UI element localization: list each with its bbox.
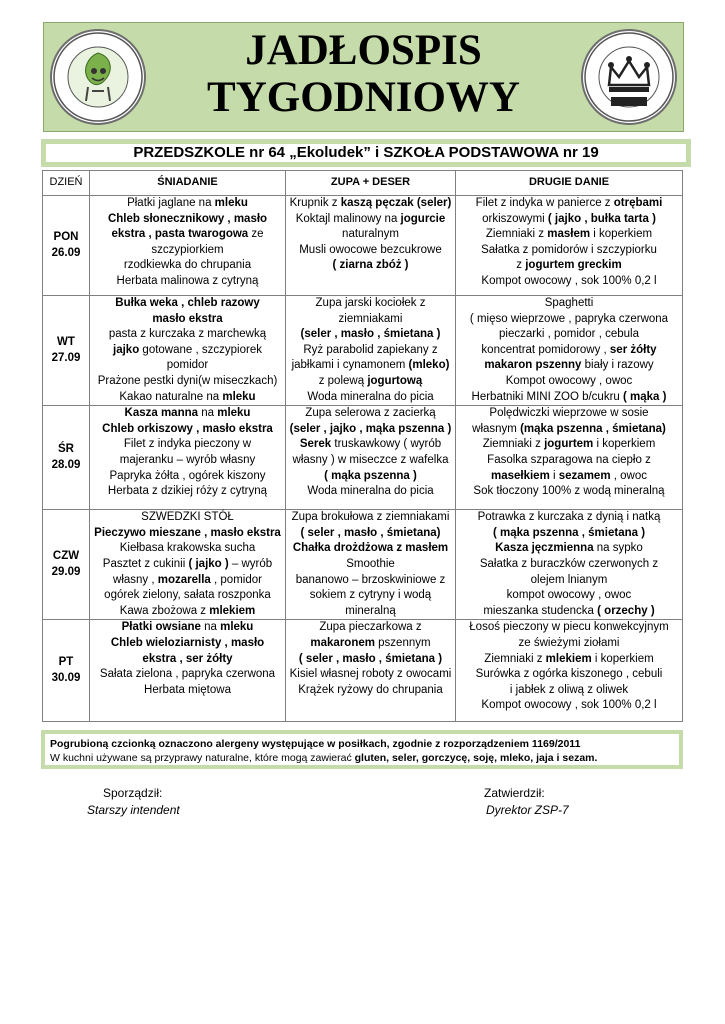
table-header-row <box>43 171 683 196</box>
menu-text: Herbata z dzikiej róży z cytryną <box>107 485 268 498</box>
menu-text: bananowo – brzoskwiniowe z <box>295 573 446 586</box>
menu-line <box>458 343 680 359</box>
menu-text: Sałatka z pomidorów i szczypiorku <box>481 243 657 256</box>
allergen-text: jogurcie <box>400 212 446 225</box>
menu-text: Krupnik z <box>289 197 341 209</box>
menu-text: ogórek zielony, sałata roszponka <box>104 589 271 602</box>
menu-text: gotowane , szczypiorek <box>139 343 262 356</box>
menu-line <box>288 358 453 374</box>
menu-text: Herbata malinowa z cytryną <box>116 274 259 287</box>
allergen-text: masełkiem <box>490 469 550 482</box>
allergen-text: ser żółty <box>609 343 657 356</box>
menu-line <box>458 358 680 374</box>
menu-text: – wyrób <box>228 557 273 570</box>
menu-text: Pasztet z cukinii <box>102 557 189 570</box>
menu-text: Sałatka z buraczków czerwonych z <box>479 557 659 570</box>
menu-line <box>288 620 453 636</box>
col-header-day: DZIEŃ <box>43 171 90 196</box>
menu-line <box>288 667 453 683</box>
menu-line <box>458 588 680 604</box>
allergen-text: (seler , jajko , mąka pszenna ) <box>289 422 452 435</box>
allergen-text: mozarella <box>157 573 211 586</box>
menu-text: koncentrat pomidorowy , <box>481 343 610 356</box>
menu-line <box>288 636 453 652</box>
menu-line <box>288 437 453 453</box>
breakfast-cell <box>90 510 286 620</box>
prepared-label: Sporządził: <box>103 786 163 800</box>
allergen-text: (seler , masło , śmietana ) <box>300 328 441 341</box>
approved-label: Zatwierdził: <box>484 786 545 800</box>
menu-text: Fasolka szparagowa na ciepło z <box>487 453 651 466</box>
breakfast-cell <box>90 296 286 406</box>
menu-line <box>458 683 680 699</box>
menu-line <box>288 312 453 328</box>
menu-text: własnym <box>472 422 521 435</box>
menu-line <box>458 667 680 683</box>
menu-text: ze świeżymi ziołami <box>518 636 620 649</box>
menu-line <box>92 620 283 636</box>
allergen-text: Bułka weka , chleb razowy <box>115 297 260 309</box>
menu-line <box>458 557 680 573</box>
day-cell <box>43 296 90 406</box>
menu-text: Woda mineralna do picia <box>307 390 434 403</box>
allergen-text: mleku <box>214 197 248 209</box>
allergen-text: otrębami <box>613 197 663 209</box>
allergen-text: ( orzechy ) <box>597 604 655 617</box>
menu-line <box>458 510 680 526</box>
menu-text: biały i razowy <box>581 359 654 372</box>
allergen-note: Pogrubioną czcionką oznaczono alergeny występujące w posiłkach, zgodnie z rozporządzeniem 1169/2011 <box>50 738 581 750</box>
allergen-text: ( mąka ) <box>623 390 667 403</box>
menu-text: Kisiel własnej roboty z owocami <box>289 668 452 681</box>
allergen-text: ekstra , ser żółty <box>142 652 233 665</box>
allergen-text: Chleb wieloziarnisty , masło <box>110 636 265 649</box>
menu-line <box>92 510 283 526</box>
menu-text: Kakao naturalne na <box>119 390 223 403</box>
menu-text: i jabłek z oliwą z oliwek <box>509 683 629 696</box>
menu-text: naturalnym <box>342 228 399 241</box>
menu-line <box>288 258 453 274</box>
menu-line <box>288 510 453 526</box>
menu-text: Surówka z ogórka kiszonego , cebuli <box>475 668 663 681</box>
allergen-text: ( ziarna zbóż ) <box>332 259 409 272</box>
menu-line <box>92 526 283 542</box>
menu-line <box>92 258 283 274</box>
menu-line <box>458 227 680 243</box>
allergen-text: Płatki owsiane <box>121 621 201 634</box>
menu-line <box>458 212 680 228</box>
breakfast-cell <box>90 196 286 296</box>
menu-line <box>92 327 283 343</box>
menu-line <box>288 453 453 469</box>
breakfast-cell <box>90 620 286 722</box>
menu-row <box>43 620 683 722</box>
allergen-text: mlekiem <box>209 604 256 617</box>
menu-line <box>458 604 680 620</box>
allergen-text: makaron pszenny <box>484 359 582 372</box>
menu-text: pieczarki , pomidor , cebula <box>499 328 639 341</box>
menu-text: Kawa zbożowa z <box>119 604 210 617</box>
menu-text: na sypko <box>593 542 643 555</box>
menu-line <box>92 274 283 290</box>
allergen-text: (mąka pszenna , śmietana) <box>520 422 666 435</box>
menu-line <box>288 604 453 620</box>
menu-line <box>288 296 453 312</box>
menu-line <box>288 196 453 212</box>
menu-line <box>458 526 680 542</box>
second-cell <box>456 196 683 296</box>
menu-text: Sałata zielona , papryka czerwona <box>99 668 276 681</box>
menu-text: pasta z kurczaka z marchewką <box>108 328 267 341</box>
approved-by: Dyrektor ZSP-7 <box>486 803 569 817</box>
menu-text: rzodkiewka do chrupania <box>123 259 252 272</box>
menu-line <box>458 390 680 406</box>
school-logo <box>581 29 677 125</box>
menu-text: Ryż parabolid zapiekany z <box>303 343 438 356</box>
allergen-text: jogurtową <box>367 374 423 387</box>
menu-text: Sok tłoczony 100% z wodą mineralną <box>473 485 665 498</box>
menu-text: Herbata miętowa <box>144 683 231 696</box>
allergen-text: ( seler , masło , śmietana ) <box>298 652 443 665</box>
day-date: 28.09 <box>51 458 81 471</box>
allergen-text: mleku <box>217 407 251 420</box>
second-cell <box>456 406 683 510</box>
menu-line <box>458 541 680 557</box>
menu-text: i koperkiem <box>590 228 653 241</box>
menu-line <box>92 296 283 312</box>
menu-text: ze <box>248 228 264 241</box>
menu-line <box>458 698 680 714</box>
menu-line <box>288 652 453 668</box>
second-cell <box>456 296 683 406</box>
day-cell <box>43 196 90 296</box>
menu-text: i koperkiem <box>593 438 656 451</box>
menu-line <box>458 312 680 328</box>
menu-line <box>288 526 453 542</box>
menu-line <box>288 557 453 573</box>
allergen-text: mleku <box>222 390 256 403</box>
menu-text: na <box>200 621 221 634</box>
day-cell <box>43 406 90 510</box>
menu-line <box>92 484 283 500</box>
menu-line <box>92 604 283 620</box>
menu-line <box>92 358 283 374</box>
menu-text: pszennym <box>374 636 431 649</box>
menu-row <box>43 510 683 620</box>
menu-text: kompot owocowy , owoc <box>506 589 632 602</box>
menu-line <box>288 243 453 259</box>
col-header-breakfast: ŚNIADANIE <box>90 171 286 196</box>
title-line-1: JADŁOSPIS <box>245 27 482 74</box>
menu-text: mieszanka studencka <box>483 604 598 617</box>
menu-text: Prażone pestki dyni(w miseczkach) <box>97 374 278 387</box>
menu-line <box>92 557 283 573</box>
menu-line <box>92 406 283 422</box>
prepared-by-block <box>87 785 180 819</box>
allergen-text: jogurtem <box>544 438 594 451</box>
menu-text: Zupa pieczarkowa z <box>319 621 422 634</box>
menu-line <box>92 683 283 699</box>
menu-text: szczypiorkiem <box>151 243 224 256</box>
menu-text: Smoothie <box>346 557 395 570</box>
menu-line <box>92 541 283 557</box>
day-date: 27.09 <box>51 351 81 364</box>
menu-line <box>92 312 283 328</box>
menu-text: Spaghetti <box>544 297 594 309</box>
menu-text: truskawkowy ( wyrób <box>331 438 442 451</box>
allergen-text: kaszą pęczak (seler) <box>340 197 452 209</box>
menu-line <box>288 469 453 485</box>
soup-cell <box>286 296 456 406</box>
menu-text: Koktajl malinowy na <box>295 212 401 225</box>
menu-line <box>458 469 680 485</box>
menu-text: i <box>549 469 559 482</box>
menu-line <box>92 437 283 453</box>
menu-line <box>458 453 680 469</box>
prepared-by: Starszy intendent <box>87 803 180 817</box>
menu-line <box>288 422 453 438</box>
menu-line <box>92 343 283 359</box>
allergen-text: Kasza jęczmienna <box>495 542 594 555</box>
soup-cell <box>286 196 456 296</box>
menu-text: Płatki jaglane na <box>127 197 215 209</box>
menu-line <box>458 374 680 390</box>
allergen-text: ekstra , pasta twarogowa <box>111 228 249 241</box>
menu-text: Kompot owocowy , sok 100% 0,2 l <box>481 699 657 712</box>
menu-line <box>92 196 283 212</box>
menu-line <box>92 573 283 589</box>
menu-text: orkiszowymi <box>482 212 548 225</box>
day-name: CZW <box>52 550 80 563</box>
day-name: PT <box>58 656 74 669</box>
menu-text: , pomidor <box>210 573 262 586</box>
menu-line <box>458 573 680 589</box>
menu-line <box>458 327 680 343</box>
menu-line <box>288 588 453 604</box>
day-cell <box>43 510 90 620</box>
menu-line <box>458 620 680 636</box>
menu-text: Ziemniaki z <box>484 652 546 665</box>
menu-text: Ziemniaki z <box>485 228 548 241</box>
menu-text: Polędwiczki wieprzowe w sosie <box>489 407 649 420</box>
menu-line <box>92 243 283 259</box>
menu-text: Zupa brokułowa z ziemniakami <box>291 511 450 524</box>
institution-subtitle: PRZEDSZKOLE nr 64 „Ekoludek” i SZKOŁA PODSTAWOWA nr 19 <box>41 139 691 167</box>
menu-text: Łosoś pieczony w piecu konwekcyjnym <box>469 621 669 634</box>
menu-line <box>288 406 453 422</box>
second-cell <box>456 510 683 620</box>
menu-text: Papryka żółta , ogórek kiszony <box>109 469 266 482</box>
menu-line <box>92 453 283 469</box>
allergen-text: (mleko) <box>408 359 450 372</box>
allergen-text: mleku <box>220 621 254 634</box>
menu-text: ziemniakami <box>338 312 403 325</box>
menu-text: z <box>516 259 526 272</box>
menu-text: mineralną <box>345 604 396 617</box>
day-name: WT <box>57 335 75 348</box>
menu-line <box>458 437 680 453</box>
menu-text: olejem lnianym <box>530 573 608 586</box>
spices-note-allergens: gluten, seler, gorczycę, soję, mleko, jaja i sezam. <box>354 752 598 764</box>
day-name: ŚR <box>58 443 74 456</box>
menu-line <box>92 588 283 604</box>
allergen-text: Chleb orkiszowy , masło ekstra <box>102 422 273 435</box>
menu-text: Zupa jarski kociołek z <box>315 297 426 309</box>
allergen-text: ( seler , masło , śmietana) <box>300 526 441 539</box>
menu-text: Potrawka z kurczaka z dynią i natką <box>477 511 661 524</box>
menu-line <box>458 258 680 274</box>
col-header-second: DRUGIE DANIE <box>456 171 683 196</box>
approved-by-block <box>484 785 569 819</box>
menu-row <box>43 296 683 406</box>
allergen-text: Serek <box>299 438 332 451</box>
menu-line <box>92 469 283 485</box>
allergen-text: sezamem <box>558 469 611 482</box>
menu-table <box>42 170 683 722</box>
day-date: 29.09 <box>51 565 81 578</box>
menu-line <box>458 652 680 668</box>
menu-line <box>288 227 453 243</box>
menu-line <box>458 196 680 212</box>
menu-text: Krążek ryżowy do chrupania <box>298 683 443 696</box>
menu-line <box>458 406 680 422</box>
menu-text: jabłkami i cynamonem <box>291 359 409 372</box>
soup-cell <box>286 510 456 620</box>
soup-cell <box>286 406 456 510</box>
menu-line <box>288 374 453 390</box>
menu-line <box>458 274 680 290</box>
allergen-text: Pieczywo mieszane , masło ekstra <box>94 526 281 539</box>
spices-note-text: W kuchni używane są przyprawy naturalne, które mogą zawierać <box>50 752 355 764</box>
menu-line <box>288 390 453 406</box>
allergen-text: ( mąka pszenna , śmietana ) <box>492 526 646 539</box>
menu-line <box>288 573 453 589</box>
menu-line <box>92 212 283 228</box>
col-header-soup: ZUPA + DESER <box>286 171 456 196</box>
menu-text: Woda mineralna do picia <box>307 485 434 498</box>
menu-line <box>288 327 453 343</box>
menu-line <box>92 374 283 390</box>
menu-text: Zupa selerowa z zacierką <box>305 407 436 420</box>
allergen-note-box <box>41 730 683 769</box>
menu-text: Kiełbasa krakowska sucha <box>119 542 256 555</box>
menu-text: sokiem z cytryny i wodą <box>309 589 432 602</box>
menu-text: z polewą <box>318 374 368 387</box>
menu-line <box>288 212 453 228</box>
allergen-text: Kasza manna <box>124 407 199 420</box>
menu-text: Kompot owocowy , sok 100% 0,2 l <box>481 274 657 287</box>
menu-line <box>92 667 283 683</box>
menu-line <box>288 683 453 699</box>
menu-text: własny ) w miseczce z wafelka <box>292 453 449 466</box>
allergen-text: masło ekstra <box>152 312 223 325</box>
menu-row <box>43 196 683 296</box>
menu-text: Herbatniki MINI ZOO b/cukru <box>471 390 623 403</box>
menu-text: , owoc <box>610 469 647 482</box>
menu-text: własny , <box>113 573 158 586</box>
allergen-text: jajko <box>113 343 140 356</box>
allergen-text: makaronem <box>310 636 375 649</box>
menu-line <box>458 243 680 259</box>
menu-text: pomidor <box>166 359 209 372</box>
allergen-text: ( jajko ) <box>188 557 229 570</box>
menu-text: Kompot owocowy , owoc <box>505 374 633 387</box>
menu-text: Musli owocowe bezcukrowe <box>299 243 442 256</box>
menu-line <box>92 422 283 438</box>
menu-text: ( mięso wieprzowe , papryka czerwona <box>469 312 669 325</box>
allergen-text: mlekiem <box>545 652 592 665</box>
spices-note <box>50 751 675 765</box>
menu-line <box>92 390 283 406</box>
menu-text: Filet z indyka w panierce z <box>475 197 614 209</box>
menu-text: SZWEDZKI STÓŁ <box>141 511 234 524</box>
allergen-text: jogurtem greckim <box>525 259 622 272</box>
menu-text: Ziemniaki z <box>482 438 545 451</box>
breakfast-cell <box>90 406 286 510</box>
allergen-text: masłem <box>547 228 591 241</box>
day-date: 30.09 <box>51 671 81 684</box>
second-cell <box>456 620 683 722</box>
menu-text: na <box>198 407 218 420</box>
allergen-text: ( mąka pszenna ) <box>324 469 417 482</box>
soup-cell <box>286 620 456 722</box>
allergen-text: Chleb słonecznikowy , masło <box>107 212 268 225</box>
menu-text: i koperkiem <box>591 652 654 665</box>
day-cell <box>43 620 90 722</box>
day-date: 26.09 <box>51 246 81 259</box>
menu-line <box>92 636 283 652</box>
header-band <box>43 22 684 132</box>
menu-line <box>458 484 680 500</box>
menu-line <box>92 652 283 668</box>
day-name: PON <box>53 230 79 243</box>
menu-line <box>458 422 680 438</box>
title-line-2: TYGODNIOWY <box>207 74 520 121</box>
allergen-text: Chałka drożdżowa z masłem <box>292 542 449 555</box>
menu-line <box>288 343 453 359</box>
menu-line <box>458 296 680 312</box>
menu-line <box>92 227 283 243</box>
menu-text: majeranku – wyrób własny <box>119 453 256 466</box>
menu-row <box>43 406 683 510</box>
menu-line <box>288 484 453 500</box>
menu-line <box>458 636 680 652</box>
menu-line <box>288 541 453 557</box>
menu-text: Filet z indyka pieczony w <box>123 438 252 451</box>
allergen-text: ( jajko , bułka tarta ) <box>547 212 656 225</box>
